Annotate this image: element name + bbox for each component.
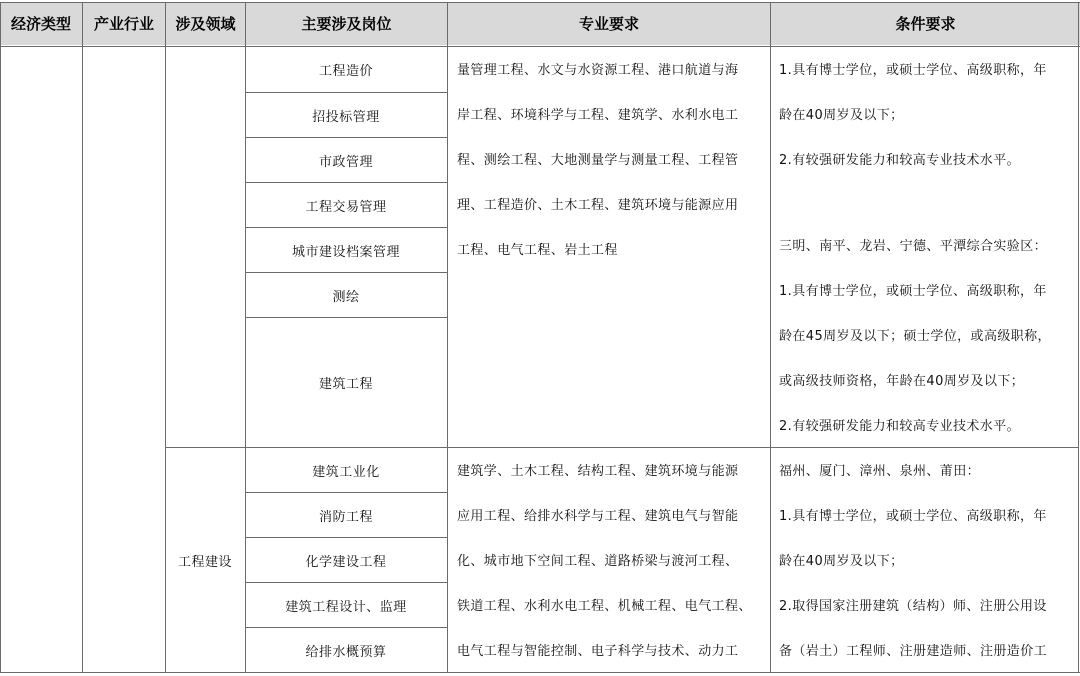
col-line-0 (0, 2, 1, 672)
post-cell: 城市建设档案管理 (291, 244, 400, 260)
text-line: 2.有较强研发能力和较高专业技术水平。 (779, 153, 1021, 168)
post-cell: 招投标管理 (312, 109, 380, 125)
header-condition-requirements: 条件要求 (771, 2, 1080, 45)
post-cell: 给排水概预算 (305, 644, 387, 660)
text-line: 1.具有博士学位，或硕士学位、高级职称，年 (779, 509, 1047, 524)
post-cell: 市政管理 (318, 154, 373, 170)
post-cell: 消防工程 (318, 509, 373, 525)
post-cell: 建筑工程 (318, 377, 373, 392)
text-line: 备（岩土）工程师、注册建造师、注册造价工 (779, 644, 1048, 659)
condition-requirements-text (779, 449, 1047, 674)
post-cell: 工程交易管理 (305, 199, 387, 215)
text-line: 电气工程与智能控制、电子科学与技术、动力工 (457, 644, 739, 659)
text-line: 2.取得国家注册建筑（结构）师、注册公用设 (779, 599, 1047, 614)
col-line-5 (770, 2, 771, 672)
table-top-border (0, 2, 1080, 3)
text-line: 龄在45周岁及以下；硕士学位，或高级职称， (779, 329, 1051, 344)
text-line: 福州、厦门、漳州、泉州、莆田： (779, 464, 981, 479)
text-line: 建筑学、土木工程、结构工程、建筑环境与能源 (457, 464, 739, 479)
domain-cell: 工程建设 (177, 554, 232, 570)
text-line: 岸工程、环境科学与工程、建筑学、水利水电工 (457, 108, 739, 123)
text-line: 化、城市地下空间工程、道路桥梁与渡河工程、 (457, 554, 739, 569)
col-line-1 (82, 2, 83, 672)
text-line: 三明、南平、龙岩、宁德、平潭综合实验区： (779, 239, 1048, 254)
text-line: 龄在40周岁及以下； (779, 108, 904, 123)
post-cell: 建筑工程设计、监理 (285, 599, 407, 615)
header-economic-type: 经济类型 (0, 2, 82, 45)
condition-requirements-text (779, 224, 1051, 449)
condition-requirements-text (779, 48, 1047, 183)
text-line: 工程、电气工程、岩土工程 (457, 243, 618, 258)
text-line: 或高级技师资格，年龄在40周岁及以下； (779, 374, 1025, 389)
col-line-6 (1078, 2, 1079, 672)
post-cell: 化学建设工程 (305, 554, 387, 570)
text-line: 铁道工程、水利水电工程、机械工程、电气工程、 (457, 599, 752, 614)
header-major-requirements: 专业要求 (448, 2, 770, 45)
post-cell: 工程造价 (318, 64, 373, 79)
header-main-posts: 主要涉及岗位 (246, 2, 447, 45)
text-line: 程、测绘工程、大地测量学与测量工程、工程管 (457, 153, 739, 168)
text-line: 1.具有博士学位，或硕士学位、高级职称，年 (779, 63, 1047, 78)
header-industry: 产业行业 (83, 2, 165, 45)
text-line: 1.具有博士学位，或硕士学位、高级职称，年 (779, 284, 1047, 299)
text-line: 量管理工程、水文与水资源工程、港口航道与海 (457, 63, 739, 78)
major-requirements-text (457, 48, 738, 273)
text-line: 应用工程、给排水科学与工程、建筑电气与智能 (457, 509, 739, 524)
col-line-4 (447, 2, 448, 672)
post-cell: 建筑工业化 (312, 464, 380, 480)
major-requirements-text (457, 449, 752, 674)
text-line: 理、工程造价、土木工程、建筑环境与能源应用 (457, 198, 739, 213)
post-cell: 测绘 (332, 289, 360, 305)
header-domain: 涉及领域 (166, 2, 245, 45)
text-line: 2.有较强研发能力和较高专业技术水平。 (779, 419, 1021, 434)
header-bottom-border (0, 46, 1080, 47)
text-line: 龄在40周岁及以下； (779, 554, 904, 569)
